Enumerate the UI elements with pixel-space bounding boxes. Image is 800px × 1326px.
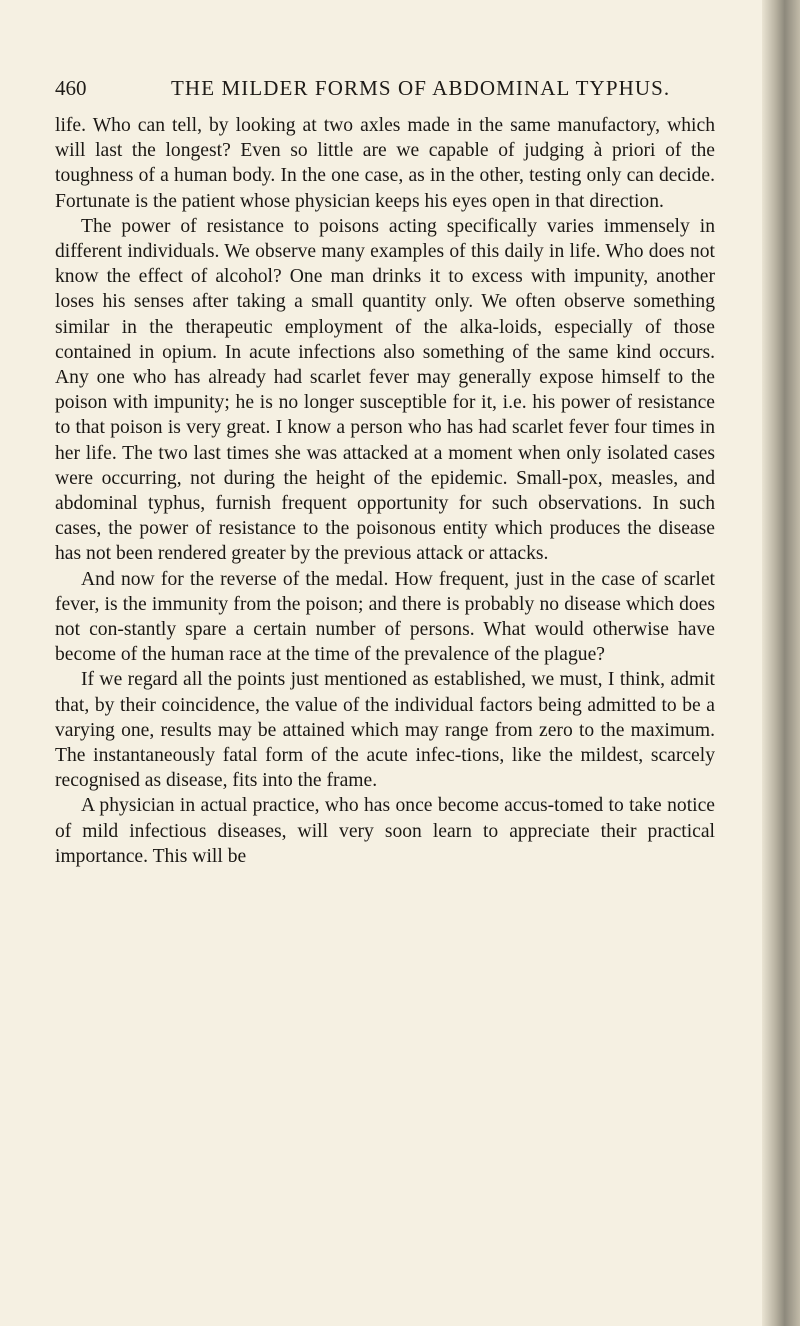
page-edge-shadow [762, 0, 800, 1326]
paragraph: The power of resistance to poisons acting specifically varies immensely in different individuals. We observe many examples of this daily in life. Who does not know the effect of alcohol? One man drinks it to excess with impunity, another loses his senses after taking a small quantity only. We often observe something similar in the therapeutic employment of the alka-loids, especially of those contained in opium. In acute infections also something of the same kind occurs. Any one who has already had scarlet fever may generally expose himself to the poison with impunity; he is no longer susceptible for it, i.e. his power of resistance to that poison is very great. I know a person who has had scarlet fever four times in her life. The two last times she was attacked at a moment when only isolated cases were occurring, not during the height of the epidemic. Small-pox, measles, and abdominal typhus, furnish frequent opportunity for such observations. In such cases, the power of resistance to the poisonous entity which produces the disease has not been rendered greater by the previous attack or attacks. [55, 215, 715, 565]
paragraph: life. Who can tell, by looking at two axles made in the same manufactory, which will last the longest? Even so little are we capable of judging à priori of the toughness of a human body. In the one case, as in the other, testing only can decide. Fortunate is the patient whose physician keeps his eyes open in that direction. [55, 115, 715, 212]
body-text [55, 113, 715, 869]
running-title: THE MILDER FORMS OF ABDOMINAL TYPHUS. [171, 76, 671, 100]
paragraph: If we regard all the points just mentioned as established, we must, I think, admit that, by their coincidence, the value of the individual factors being admitted to be a varying one, results may be attained which may range from zero to the maximum. The instantaneously fatal form of the acute infec-tions, like the mildest, scarcely recognised as disease, fits into the frame. [55, 669, 715, 792]
paragraph: A physician in actual practice, who has once become accus-tomed to take notice of mild infectious diseases, will very soon learn to appreciate their practical importance. This will be [55, 795, 715, 867]
paragraph: And now for the reverse of the medal. How frequent, just in the case of scarlet fever, is the immunity from the poison; and there is probably no disease which does not con-stantly spare a certain number of persons. What would otherwise have become of the human race at the time of the prevalence of the plague? [55, 568, 715, 666]
page-number: 460 [55, 76, 87, 100]
page-header [55, 76, 755, 104]
